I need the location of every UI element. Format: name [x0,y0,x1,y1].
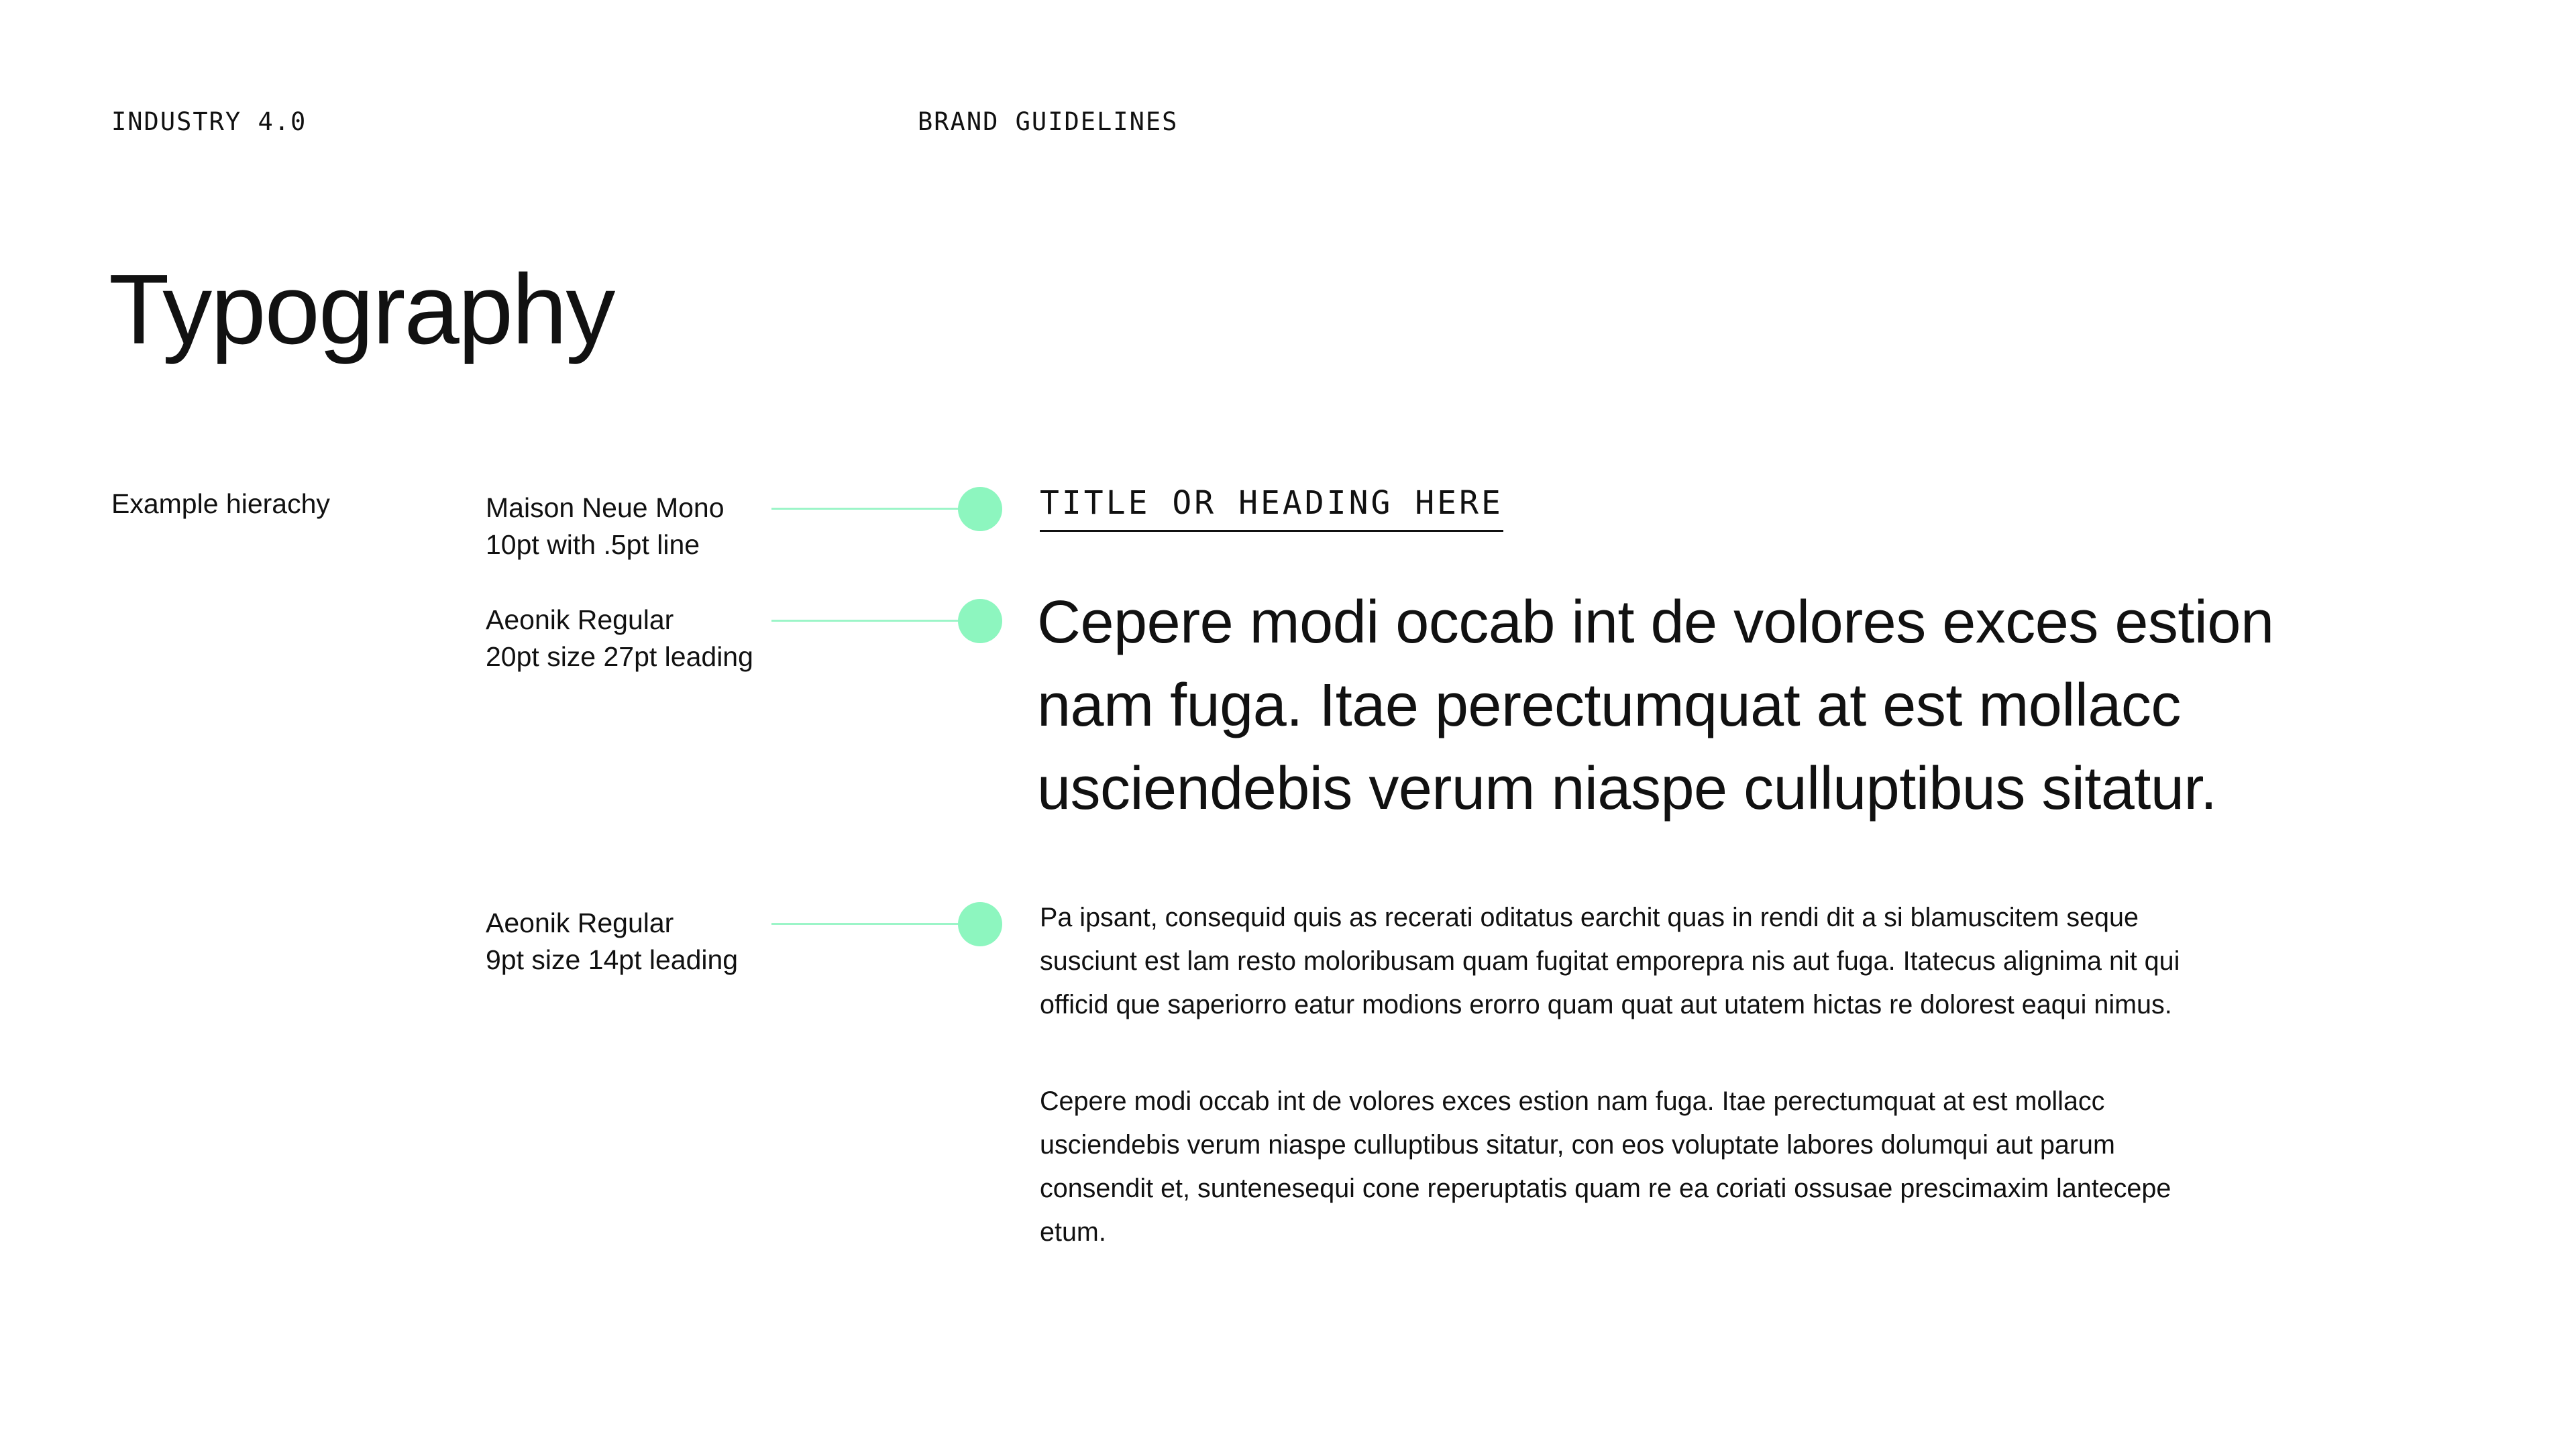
connector-line [771,923,966,925]
type-spec-detail: 20pt size 27pt leading [486,641,753,672]
type-spec-body [486,905,738,979]
type-spec-lead [486,602,753,675]
sample-body-paragraph: Cepere modi occab int de volores exces estion nam fuga. Itae perectumquat at est mollacc usciendebis verum niaspe culluptibus sitatur, con eos voluptate labores dolumqui aut parum consendit et, suntenesequi cone reperuptatis quam re ea coriati ossusae prescimaxim lantecepe etum. [1040,1087,2171,1247]
type-spec-font: Maison Neue Mono [486,492,724,523]
marker-dot [958,599,1002,643]
marker-dot [958,902,1002,946]
sample-body-paragraph: Pa ipsant, consequid quis as recerati oditatus earchit quas in rendi dit a si blamuscitem seque susciunt est lam resto moloribusam quam fugitat emporepra nis aut fuga. Itatecus alignima nit qui officid que saperiorro eatur modions erorro quam quat aut utatem hictas re dolorest eaqui nimus. [1040,903,2180,1019]
section-label: Example hierachy [111,488,330,519]
marker-dot [958,487,1002,531]
page-title: Typography [109,254,614,365]
type-spec-font: Aeonik Regular [486,907,674,938]
connector-line [771,508,966,510]
type-spec-detail: 9pt size 14pt leading [486,944,739,975]
connector-line [771,620,966,622]
sample-heading: TITLE OR HEADING HERE [1040,484,1503,532]
type-spec-heading [486,490,724,563]
sample-lead-paragraph: Cepere modi occab int de volores exces estion nam fuga. Itae perectumquat at est mollacc usciendebis verum niaspe culluptibus sitatur. [1037,589,2274,822]
header-section-label: BRAND GUIDELINES [918,107,1179,136]
type-spec-font: Aeonik Regular [486,604,674,635]
header-brand-label: INDUSTRY 4.0 [111,107,307,136]
type-spec-detail: 10pt with .5pt line [486,529,700,560]
